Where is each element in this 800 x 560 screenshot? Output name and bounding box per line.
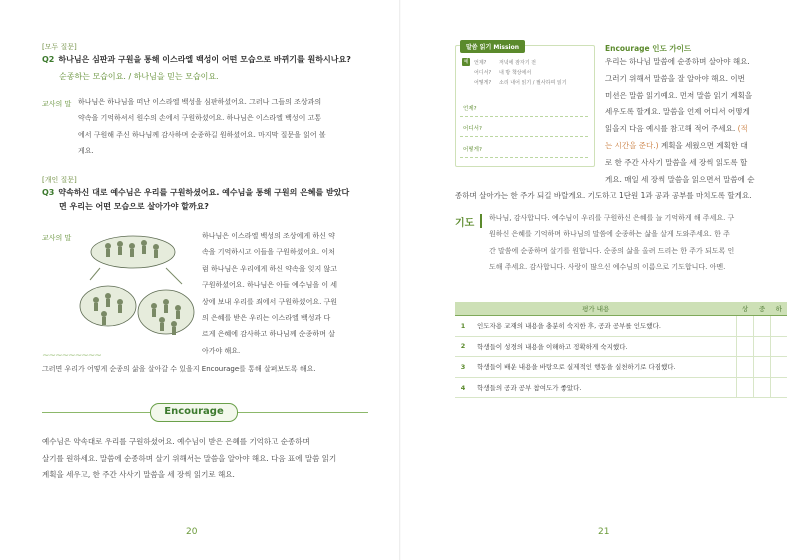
guide-line: 로 한 주간 사사기 말씀을 세 장씩 읽도록 할 xyxy=(605,157,748,167)
row-text: 학생들이 성경의 내용을 이해하고 정확하게 숙지했다. xyxy=(471,336,737,357)
q3-teacher-text xyxy=(202,228,382,359)
evaluation-header-row xyxy=(455,302,787,316)
row-number: 4 xyxy=(455,377,471,398)
guide-line: 읽을지 다음 예시를 참고해 적어 주세요. xyxy=(605,124,736,134)
q2-teacher-line: 약속을 기억하셔서 원수의 손에서 구원하셨어요. 하나님은 이스라엘 백성이 고통 xyxy=(78,114,322,123)
encourage-line: 살기를 원하세요. 말씀에 순종하며 살기 위해서는 말씀을 알아야 해요. 다음 표에 말씀 읽기 xyxy=(42,453,337,463)
guide-line: 세우도록 할게요. 말씀을 언제 어디서 어떻게 xyxy=(605,107,750,117)
example-badge: 예 xyxy=(463,59,469,65)
check-high[interactable] xyxy=(737,377,754,398)
check-high[interactable] xyxy=(737,316,754,337)
eval-header-high: 상 xyxy=(737,302,754,316)
guide-line: 계획을 세웠으면 계획한 대 xyxy=(658,140,748,150)
guide-full-line: 종하며 살아가는 한 주가 되길 바랄게요. 기도하고 1단원 1과 공과 공부를 마치도록 할게요. xyxy=(455,191,752,200)
q3-question-line: 약속하신 대로 예수님은 우리를 구원하셨어요. 예수님을 통해 구원의 은혜를 받았다 xyxy=(58,188,350,197)
q2-answer: 순종하는 모습이요. / 하나님을 믿는 모습이요. xyxy=(59,72,219,81)
check-high[interactable] xyxy=(737,357,754,378)
check-mid[interactable] xyxy=(754,357,771,378)
encourage-line: 계획을 세우고, 한 주간 사사기 말씀을 세 장씩 읽기로 해요. xyxy=(42,470,235,480)
encourage-body xyxy=(42,434,387,484)
guide-line: 우리는 하나님 말씀에 순종하며 살아야 해요. xyxy=(605,57,750,66)
mission-header: 말씀 읽기 Mission xyxy=(460,40,525,53)
crowd-illustration xyxy=(78,228,198,348)
q2-tag: [모두 질문] xyxy=(42,43,77,51)
eval-header-mid: 중 xyxy=(754,302,771,316)
wavy-divider: ~~~~~~~~~ xyxy=(42,351,101,361)
prayer-body xyxy=(489,210,779,275)
q3-question-line: 면 우리는 어떤 모습으로 살아가야 할까요? xyxy=(59,202,209,211)
example-value: 내 방 책상에서 xyxy=(499,70,532,76)
q2-number: Q2 xyxy=(42,55,55,64)
prayer-line: 간 말씀에 순종하며 살기를 원합니다. 순종의 삶을 올려 드리는 한 주가 되도록 인 xyxy=(489,246,735,255)
guide-line: 게요. 매일 세 장씩 말씀을 읽으면서 말씀에 순 xyxy=(605,174,755,184)
encourage-line-left xyxy=(42,412,150,413)
eval-header-low: 하 xyxy=(771,302,788,316)
check-mid[interactable] xyxy=(754,377,771,398)
mission-where-label: 어디서? xyxy=(463,126,482,132)
guide-body xyxy=(605,54,775,188)
check-low[interactable] xyxy=(771,357,788,378)
q2-teacher-line: 게요. xyxy=(78,147,94,156)
mission-where-line xyxy=(460,136,588,137)
q2-teacher-line: 에서 구원해 주신 하나님께 감사하며 순종하길 원하셨어요. 마지막 질문을 읽어 볼 xyxy=(78,130,326,139)
q2-teacher-line: 하나님은 하나님을 떠난 이스라엘 백성을 심판하셨어요. 그러나 그들의 조상과의 xyxy=(78,98,322,106)
mission-how-line xyxy=(460,157,588,158)
q3-teacher-line: 아가야 해요. xyxy=(202,346,241,355)
encourage-line-right xyxy=(238,412,368,413)
example-label: 언제? xyxy=(474,60,487,66)
page-number-right: 21 xyxy=(598,527,610,537)
row-text: 인도자용 교재의 내용을 충분히 숙지한 후, 공과 공부를 인도했다. xyxy=(471,316,737,337)
q3-tag: [개인 질문] xyxy=(42,176,77,184)
guide-highlight: (적 xyxy=(737,124,748,134)
guide-line: 그러기 위해서 말씀을 잘 알아야 해요. 이번 xyxy=(605,73,745,83)
row-number: 2 xyxy=(455,336,471,357)
guide-title: Encourage 인도 가이드 xyxy=(605,44,692,53)
q3-number: Q3 xyxy=(42,188,55,197)
q3-teacher-line: 하나님은 이스라엘 백성의 조상에게 하신 약 xyxy=(202,232,335,240)
row-text: 학생들의 공과 공부 참여도가 좋았다. xyxy=(471,377,737,398)
table-row xyxy=(455,336,787,357)
encourage-title: Encourage xyxy=(150,403,238,422)
check-low[interactable] xyxy=(771,336,788,357)
example-value: 소리 내어 읽기 / 필사하며 읽기 xyxy=(499,80,567,86)
check-high[interactable] xyxy=(737,336,754,357)
prayer-tag: 기도 xyxy=(455,218,475,229)
q2-question xyxy=(42,53,372,67)
guide-line: 미션은 말씀 읽기예요. 먼저 말씀 읽기 계획을 xyxy=(605,90,753,100)
mission-when-line xyxy=(460,116,588,117)
prayer-line: 하나님, 감사합니다. 예수님이 우리를 구원하신 은혜를 늘 기억하게 해 주세요. 구 xyxy=(489,214,735,222)
mission-how-label: 어떻게? xyxy=(463,147,482,153)
example-values xyxy=(499,58,567,88)
example-labels xyxy=(474,58,491,88)
table-row xyxy=(455,316,787,337)
table-row xyxy=(455,377,787,398)
page-number-left: 20 xyxy=(186,527,198,537)
mission-when-label: 언제? xyxy=(463,106,477,112)
q3-teacher-line: 상에 보내 우리를 죄에서 구원하셨어요. 구원 xyxy=(202,297,338,306)
right-page xyxy=(400,0,800,560)
transition-text: 그러면 우리가 어떻게 순종의 삶을 살아갈 수 있을지 Encourage를 통해 살펴보도록 해요. xyxy=(42,365,316,373)
q3-teacher-label: 교사의 말 xyxy=(42,234,72,242)
q3-teacher-line: 구원하셨어요. 하나님은 아들 예수님을 이 세 xyxy=(202,281,338,290)
example-label: 어디서? xyxy=(474,70,492,76)
q2-teacher-label: 교사의 말 xyxy=(42,100,72,108)
encourage-line: 예수님은 약속대로 우리를 구원하셨어요. 예수님이 받은 은혜를 기억하고 순종하며 xyxy=(42,437,310,446)
row-number: 1 xyxy=(455,316,471,337)
row-number: 3 xyxy=(455,357,471,378)
q3-teacher-line: 럼 하나님은 우리에게 하신 약속을 잊지 않고 xyxy=(202,264,338,273)
check-mid[interactable] xyxy=(754,336,771,357)
check-low[interactable] xyxy=(771,316,788,337)
q3-teacher-line: 르게 은혜에 감사하고 하나님께 순종하며 살 xyxy=(202,330,335,339)
q3-teacher-line: 의 은혜를 받은 우리는 이스라엘 백성과 다 xyxy=(202,314,331,323)
guide-highlight: 는 시간을 준다.) xyxy=(605,140,659,150)
prayer-line: 도해 주세요. 감사합니다. 사랑이 많으신 예수님의 이름으로 기도합니다. 아멘. xyxy=(489,262,726,271)
q2-teacher-text xyxy=(78,94,378,160)
example-label: 어떻게? xyxy=(474,80,492,86)
prayer-bar xyxy=(480,214,482,228)
row-text: 학생들이 배운 내용을 바탕으로 실제적인 행동을 실천하기로 다짐했다. xyxy=(471,357,737,378)
q3-question xyxy=(42,186,372,214)
eval-header-content: 평가 내용 xyxy=(455,302,737,316)
table-row xyxy=(455,357,787,378)
q3-teacher-line: 속을 기억하시고 이들을 구원하셨어요. 이처 xyxy=(202,248,335,257)
example-value: 저녁에 잠자기 전 xyxy=(499,60,536,66)
prayer-line: 원하신 은혜를 기억하며 하나님의 말씀에 순종하는 삶을 살게 도와주세요. 한 주 xyxy=(489,230,730,239)
check-mid[interactable] xyxy=(754,316,771,337)
q2-question-text: 하나님은 심판과 구원을 통해 이스라엘 백성이 어떤 모습으로 바뀌기를 원하시나요? xyxy=(58,55,351,64)
check-low[interactable] xyxy=(771,377,788,398)
evaluation-table xyxy=(455,302,787,398)
